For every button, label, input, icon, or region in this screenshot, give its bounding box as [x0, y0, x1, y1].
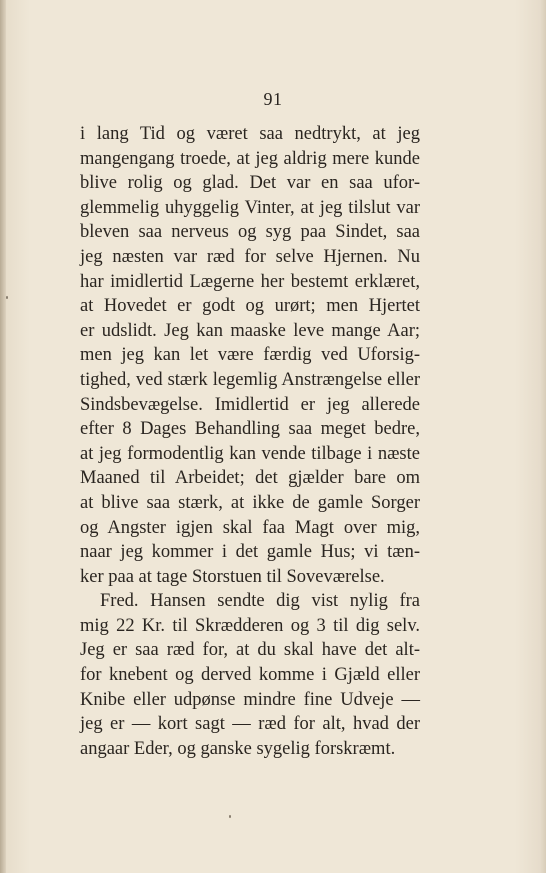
text-line: angaar Eder, og ganske sygelig forskræmt. [80, 738, 396, 759]
page-gutter [0, 0, 6, 873]
text-line: men jeg kan let være færdig ved Uforsig- [80, 345, 420, 366]
text-line: i lang Tid og været saa nedtrykt, at jeg [80, 124, 420, 144]
text-line: at jeg formodentlig kan vende tilbage i næste [80, 443, 420, 464]
text-line: for knebent og derved komme i Gjæld eller [80, 665, 420, 686]
page-number: 91 [263, 89, 283, 109]
text-line: Fred. Hansen sendte dig vist nylig fra [100, 591, 420, 612]
text-line: og Angster igjen skal faa Magt over mig, [80, 517, 420, 538]
paper-speck [6, 296, 8, 299]
text-line: efter 8 Dages Behandling saa meget bedre, [80, 419, 420, 440]
text-line: bleven saa nerveus og syg paa Sindet, saa [80, 222, 420, 243]
text-line: er udslidt. Jeg kan maaske leve mange Aar; [80, 320, 420, 341]
text-line: tighed, ved stærk legemlig Anstrængelse eller [80, 369, 420, 390]
text-line: at blive saa stærk, at ikke de gamle Sorger [80, 492, 420, 513]
text-line: har imidlertid Lægerne her bestemt erklæret, [80, 271, 420, 292]
text-line: Maaned til Arbeidet; det gjælder bare om [80, 468, 420, 489]
text-line: naar jeg kommer i det gamle Hus; vi tæn- [80, 542, 420, 563]
body-text [80, 122, 420, 761]
text-line: Jeg er saa ræd for, at du skal have det alt- [80, 640, 420, 661]
text-line: glemmelig uhyggelig Vinter, at jeg tilslut var [80, 197, 420, 218]
text-line: jeg næsten var ræd for selve Hjernen. Nu [80, 246, 420, 267]
text-line: ker paa at tage Storstuen til Soveværelse. [80, 566, 385, 587]
paper-speck [229, 815, 231, 818]
text-line: blive rolig og glad. Det var en saa ufor- [80, 173, 420, 194]
text-line: mangengang troede, at jeg aldrig mere kunde [80, 148, 420, 169]
text-line: Knibe eller udpønse mindre fine Udveje — [80, 689, 420, 710]
text-line: jeg er — kort sagt — ræd for alt, hvad der [80, 714, 420, 735]
text-line: mig 22 Kr. til Skrædderen og 3 til dig selv. [80, 615, 420, 636]
text-line: at Hovedet er godt og urørt; men Hjertet [80, 296, 420, 317]
text-line: Sindsbevægelse. Imidlertid er jeg allerede [80, 394, 420, 415]
